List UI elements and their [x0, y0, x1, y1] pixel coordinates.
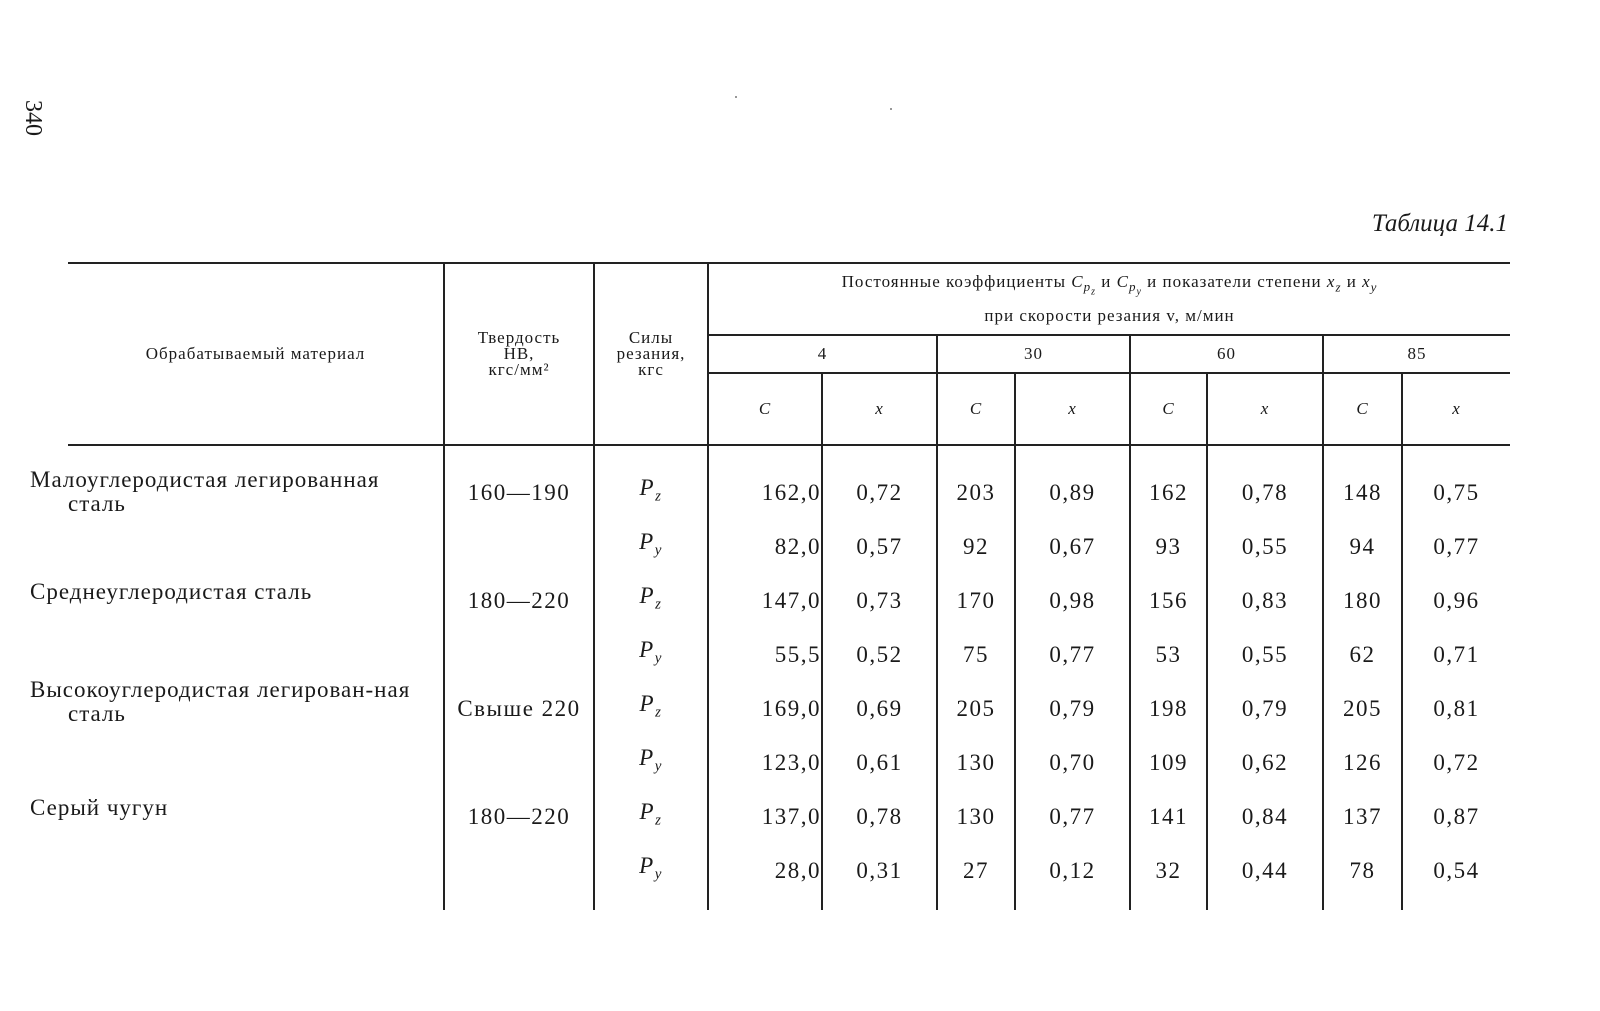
- c-value-cell: 78: [1323, 836, 1402, 910]
- force-cell: $P_y$: [594, 728, 708, 782]
- c-value-cell: 94: [1323, 512, 1402, 566]
- x-value-cell: 0,70: [1015, 728, 1130, 782]
- c-header: C: [937, 373, 1015, 445]
- table-header: [68, 263, 1510, 445]
- c-value-cell: 205: [937, 674, 1015, 728]
- x-value-cell: 0,78: [1207, 445, 1323, 512]
- hardness-cell: 180—220: [444, 782, 594, 836]
- x-value-cell: 0,54: [1402, 836, 1510, 910]
- x-value-cell: 0,44: [1207, 836, 1323, 910]
- material-cell: Серый чугун: [30, 795, 169, 820]
- force-subscript: y: [654, 867, 663, 883]
- x-value-cell: 0,62: [1207, 728, 1323, 782]
- x-value-cell: 0,57: [822, 512, 937, 566]
- hardness-cell: 180—220: [444, 566, 594, 620]
- x-value-cell: 0,61: [822, 728, 937, 782]
- x-header: x: [1207, 373, 1323, 445]
- c-value-cell: 156: [1130, 566, 1207, 620]
- x-value-cell: 0,67: [1015, 512, 1130, 566]
- force-subscript: y: [654, 543, 663, 559]
- x-value-cell: 0,87: [1402, 782, 1510, 836]
- force-cell: $P_z$: [594, 566, 708, 620]
- hardness-cell: 160—190: [444, 445, 594, 512]
- c-value-cell: 55,5: [708, 620, 822, 674]
- material-header: Обрабатываемый материал: [145, 344, 366, 363]
- x-value-cell: 0,69: [822, 674, 937, 728]
- c-value-cell: 141: [1130, 782, 1207, 836]
- speed-header-85: 85: [1323, 335, 1510, 373]
- force-cell: $P_y$: [594, 620, 708, 674]
- speed-header-4: 4: [708, 335, 937, 373]
- c-value-cell: 75: [937, 620, 1015, 674]
- speed-header-60: 60: [1130, 335, 1323, 373]
- x-value-cell: 0,79: [1015, 674, 1130, 728]
- x-header: x: [822, 373, 937, 445]
- material-cell: Среднеуглеродистая сталь: [30, 579, 313, 604]
- x-value-cell: 0,83: [1207, 566, 1323, 620]
- force-subscript: z: [655, 813, 663, 829]
- table-row: [68, 674, 1510, 728]
- x-value-cell: 0,31: [822, 836, 937, 910]
- force-subscript: y: [654, 759, 663, 775]
- table-row: [68, 445, 1510, 512]
- c-value-cell: 162: [1130, 445, 1207, 512]
- material-cell: Малоуглеродистая легированная сталь: [30, 467, 380, 516]
- coefficients-header: Постоянные коэффициенты $C_{p_z}$ и $C_{p_y}$ и показатели степени $x_z$ и $x_y$ при скорости резания v, м/мин: [708, 263, 1510, 335]
- c-value-cell: 82,0: [708, 512, 822, 566]
- x-value-cell: 0,81: [1402, 674, 1510, 728]
- force-cell: $P_y$: [594, 512, 708, 566]
- c-value-cell: 170: [937, 566, 1015, 620]
- x-header: x: [1015, 373, 1130, 445]
- x-value-cell: 0,75: [1402, 445, 1510, 512]
- x-value-cell: 0,52: [822, 620, 937, 674]
- force-cell: $P_y$: [594, 836, 708, 910]
- c-value-cell: 148: [1323, 445, 1402, 512]
- x-value-cell: 0,55: [1207, 620, 1323, 674]
- x-value-cell: 0,96: [1402, 566, 1510, 620]
- c-value-cell: 198: [1130, 674, 1207, 728]
- x-value-cell: 0,12: [1015, 836, 1130, 910]
- c-value-cell: 126: [1323, 728, 1402, 782]
- c-value-cell: 203: [937, 445, 1015, 512]
- c-value-cell: 123,0: [708, 728, 822, 782]
- hardness-header: Твердость НВ, кгс/мм²: [444, 263, 594, 445]
- material-cell: Высокоуглеродистая легирован-ная сталь: [30, 677, 411, 726]
- table-body: [30, 445, 1510, 910]
- x-header: x: [1402, 373, 1510, 445]
- c-value-cell: 32: [1130, 836, 1207, 910]
- c-value-cell: 53: [1130, 620, 1207, 674]
- x-value-cell: 0,71: [1402, 620, 1510, 674]
- table-row: [68, 566, 1510, 620]
- c-value-cell: 27: [937, 836, 1015, 910]
- c-value-cell: 162,0: [708, 445, 822, 512]
- speck: [890, 108, 892, 110]
- hardness-cell: [444, 728, 594, 782]
- x-value-cell: 0,79: [1207, 674, 1323, 728]
- hardness-cell: [444, 512, 594, 566]
- c-value-cell: 130: [937, 782, 1015, 836]
- c-value-cell: 28,0: [708, 836, 822, 910]
- c-header: C: [708, 373, 822, 445]
- hardness-cell: [444, 620, 594, 674]
- hardness-cell: [444, 836, 594, 910]
- x-value-cell: 0,72: [822, 445, 937, 512]
- c-value-cell: 169,0: [708, 674, 822, 728]
- force-cell: $P_z$: [594, 674, 708, 728]
- c-value-cell: 92: [937, 512, 1015, 566]
- c-value-cell: 109: [1130, 728, 1207, 782]
- coefficients-table: [30, 262, 1510, 910]
- x-value-cell: 0,89: [1015, 445, 1130, 512]
- x-value-cell: 0,84: [1207, 782, 1323, 836]
- speck: [735, 96, 737, 98]
- c-value-cell: 93: [1130, 512, 1207, 566]
- page-number: 340: [20, 100, 46, 136]
- force-subscript: y: [654, 651, 663, 667]
- x-value-cell: 0,77: [1015, 782, 1130, 836]
- table-row: [68, 782, 1510, 836]
- x-value-cell: 0,77: [1015, 620, 1130, 674]
- force-subscript: z: [655, 597, 663, 613]
- force-cell: $P_z$: [594, 782, 708, 836]
- table-caption: Таблица 14.1: [1371, 210, 1508, 237]
- force-subscript: z: [655, 489, 663, 505]
- c-value-cell: 130: [937, 728, 1015, 782]
- x-value-cell: 0,77: [1402, 512, 1510, 566]
- x-value-cell: 0,73: [822, 566, 937, 620]
- c-value-cell: 205: [1323, 674, 1402, 728]
- x-value-cell: 0,98: [1015, 566, 1130, 620]
- c-value-cell: 180: [1323, 566, 1402, 620]
- forces-header: Силы резания, кгс: [594, 263, 708, 445]
- x-value-cell: 0,72: [1402, 728, 1510, 782]
- hardness-cell: Свыше 220: [444, 674, 594, 728]
- c-value-cell: 147,0: [708, 566, 822, 620]
- speed-header-30: 30: [937, 335, 1130, 373]
- c-value-cell: 62: [1323, 620, 1402, 674]
- c-header: C: [1130, 373, 1207, 445]
- c-value-cell: 137,0: [708, 782, 822, 836]
- c-value-cell: 137: [1323, 782, 1402, 836]
- c-header: C: [1323, 373, 1402, 445]
- x-value-cell: 0,55: [1207, 512, 1323, 566]
- force-subscript: z: [655, 705, 663, 721]
- x-value-cell: 0,78: [822, 782, 937, 836]
- force-cell: $P_z$: [594, 445, 708, 512]
